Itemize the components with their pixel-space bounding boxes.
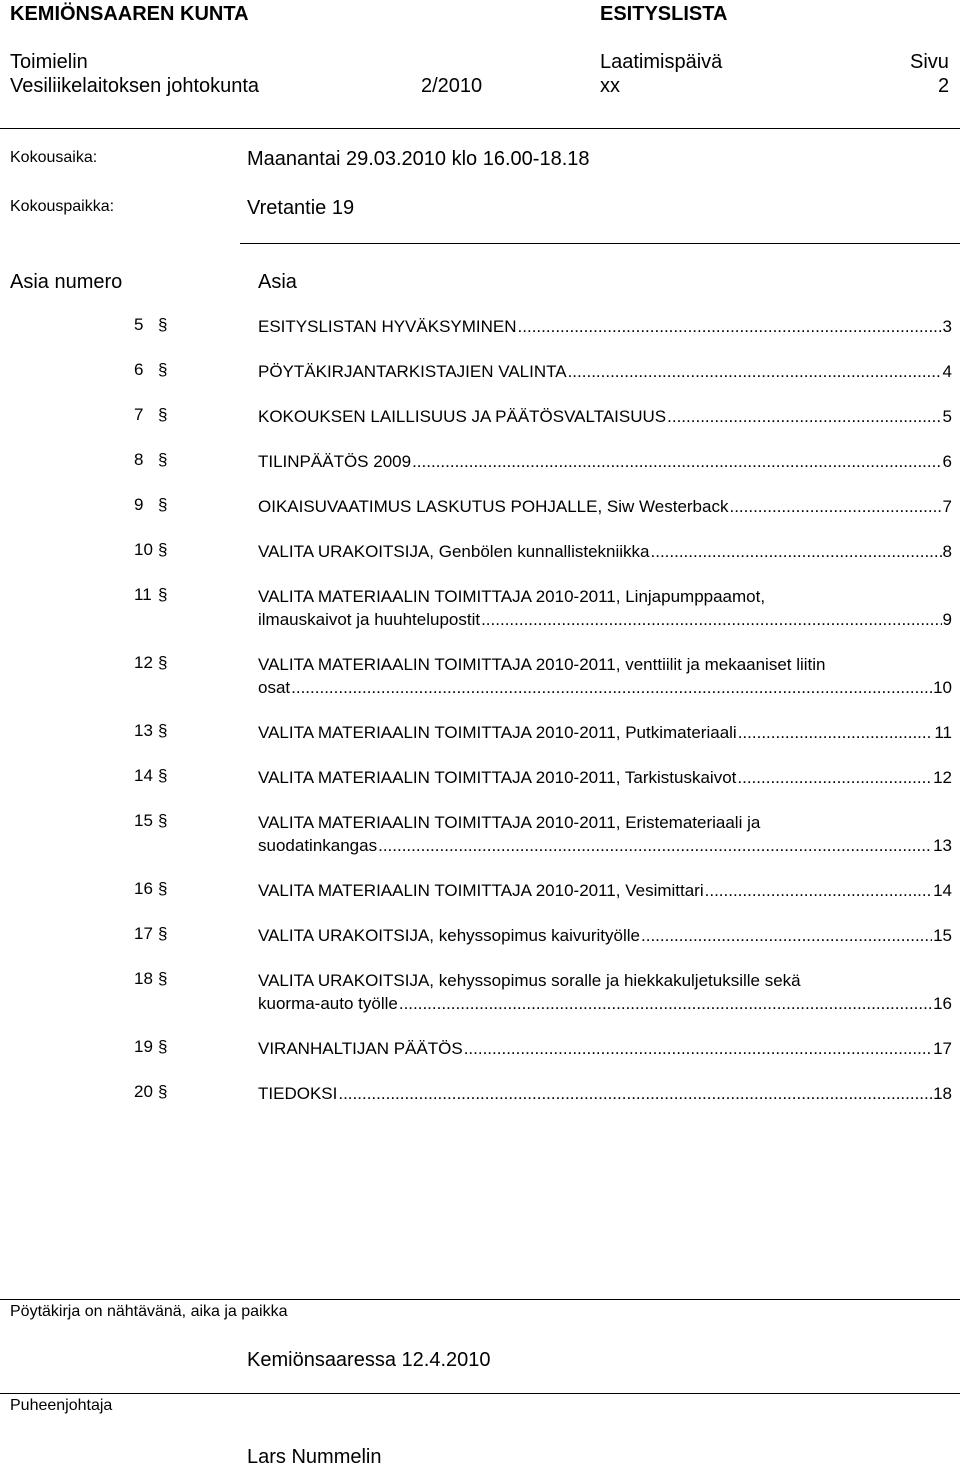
agenda-item-number: 10 [134, 540, 153, 559]
availability-label: Pöytäkirja on nähtävänä, aika ja paikka [10, 1303, 288, 1320]
agenda-item-text: VALITA MATERIAALIN TOIMITTAJA 2010-2011, Tarkistuskaivot [258, 768, 737, 787]
section-mark: § [158, 924, 168, 943]
agenda-item-page: 10 [933, 678, 952, 697]
agenda-item-number: 16 [134, 879, 153, 898]
agenda-item-page: 4 [942, 362, 952, 381]
agenda-item-number: 14 [134, 766, 153, 785]
agenda-item-subject [258, 879, 952, 902]
agenda-item-text: ESITYSLISTAN HYVÄKSYMINEN [258, 317, 517, 336]
agenda-item-subject [258, 1037, 952, 1060]
dot-leader [412, 450, 941, 473]
agenda-item-subject [258, 811, 952, 857]
agenda-item-text: VALITA MATERIAALIN TOIMITTAJA 2010-2011, Linjapumppaamot, [258, 587, 766, 606]
agenda-item-text: osat [258, 678, 291, 697]
section-mark: § [158, 585, 168, 604]
agenda-item-number: 6 [134, 360, 144, 379]
dot-leader [737, 766, 932, 789]
agenda-item-subject [258, 495, 952, 518]
agenda-item-subject [258, 585, 952, 631]
dot-leader [641, 924, 932, 947]
column-header-subject: Asia [258, 271, 297, 293]
dot-leader [667, 405, 941, 428]
agenda-item-text: PÖYTÄKIRJANTARKISTAJIEN VALINTA [258, 362, 567, 381]
agenda-item-number: 8 [134, 450, 144, 469]
agenda-item-subject [258, 721, 952, 744]
agenda-item-page: 12 [933, 768, 952, 787]
agenda-item-subject [258, 1082, 952, 1105]
agenda-item-text: TIEDOKSI [258, 1084, 338, 1103]
agenda-item-number: 12 [134, 653, 153, 672]
footer-divider [0, 1299, 960, 1300]
meeting-time-value: Maanantai 29.03.2010 klo 16.00-18.18 [247, 148, 590, 170]
agenda-item-number: 9 [134, 495, 144, 514]
section-mark: § [158, 540, 168, 559]
availability-value: Kemiönsaaressa 12.4.2010 [247, 1349, 491, 1371]
meeting-number: 2/2010 [421, 75, 483, 97]
agenda-item-number: 19 [134, 1037, 153, 1056]
agenda-item-page: 8 [942, 542, 952, 561]
agenda-item-number: 11 [134, 585, 152, 604]
agenda-item-subject [258, 766, 952, 789]
chair-name: Lars Nummelin [247, 1446, 382, 1468]
dot-leader [651, 540, 942, 563]
dot-leader [399, 992, 932, 1015]
agenda-item-subject [258, 405, 952, 428]
agenda-item-text: VALITA MATERIAALIN TOIMITTAJA 2010-2011, Putkimateriaali [258, 723, 737, 742]
date-value: xx [600, 75, 620, 97]
dot-leader [705, 879, 932, 902]
agenda-item-page: 16 [933, 994, 952, 1013]
agenda-item-number: 15 [134, 811, 153, 830]
agenda-item-number: 18 [134, 969, 153, 988]
section-mark: § [158, 766, 168, 785]
agenda-item-page: 3 [942, 317, 952, 336]
agenda-item-number: 13 [134, 721, 153, 740]
dot-leader [338, 1082, 932, 1105]
dot-leader [518, 315, 942, 338]
meeting-place-value: Vretantie 19 [247, 197, 355, 219]
dot-leader [738, 721, 934, 744]
agenda-item-page: 13 [933, 836, 952, 855]
page-number: 2 [938, 75, 950, 97]
section-mark: § [158, 653, 168, 672]
meeting-place-label: Kokouspaikka: [10, 198, 115, 215]
agenda-item-text: VALITA MATERIAALIN TOIMITTAJA 2010-2011, venttiilit ja mekaaniset liitin [258, 655, 826, 674]
toimielin-label: Toimielin [10, 51, 88, 73]
column-header-number: Asia numero [10, 271, 123, 293]
agenda-item-subject [258, 969, 952, 1015]
agenda-item-page: 17 [933, 1039, 952, 1058]
agenda-item-page: 7 [942, 497, 952, 516]
section-mark: § [158, 969, 168, 988]
agenda-item-text: VALITA URAKOITSIJA, kehyssopimus soralle ja hiekkakuljetuksille sekä [258, 971, 801, 990]
agenda-item-page: 9 [942, 610, 952, 629]
dot-leader [729, 495, 941, 518]
agenda-item-text: VALITA URAKOITSIJA, Genbölen kunnallistekniikka [258, 542, 650, 561]
agenda-item-page: 14 [933, 881, 952, 900]
agenda-item-page: 11 [934, 723, 952, 742]
agenda-item-number: 20 [134, 1082, 153, 1101]
agenda-item-page: 15 [933, 926, 952, 945]
section-mark: § [158, 811, 168, 830]
section-mark: § [158, 360, 168, 379]
section-mark: § [158, 1082, 168, 1101]
agenda-item-page: 6 [942, 452, 952, 471]
agenda-item-page: 18 [933, 1084, 952, 1103]
section-mark: § [158, 315, 168, 334]
agenda-item-subject [258, 653, 952, 699]
agenda-item-number: 17 [134, 924, 153, 943]
section-mark: § [158, 495, 168, 514]
agenda-item-text: VALITA MATERIAALIN TOIMITTAJA 2010-2011, Vesimittari [258, 881, 704, 900]
toimielin-value: Vesiliikelaitoksen johtokunta [10, 75, 260, 97]
section-mark: § [158, 1037, 168, 1056]
agenda-item-subject [258, 360, 952, 383]
agenda-item-number: 7 [134, 405, 144, 424]
dot-leader [464, 1037, 932, 1060]
agenda-item-text: OIKAISUVAATIMUS LASKUTUS POHJALLE, Siw Westerback [258, 497, 729, 516]
agenda-item-text: suodatinkangas [258, 836, 378, 855]
agenda-item-text: VALITA MATERIAALIN TOIMITTAJA 2010-2011, Eristemateriaali ja [258, 813, 761, 832]
page-label: Sivu [910, 51, 949, 73]
dot-leader [481, 608, 941, 631]
agenda-item-text: KOKOUKSEN LAILLISUUS JA PÄÄTÖSVALTAISUUS [258, 407, 667, 426]
meeting-time-label: Kokousaika: [10, 149, 98, 166]
section-mark: § [158, 405, 168, 424]
agenda-item-text: VIRANHALTIJAN PÄÄTÖS [258, 1039, 463, 1058]
agenda-item-subject [258, 450, 952, 473]
chair-label: Puheenjohtaja [10, 1397, 113, 1414]
agenda-item-text: TILINPÄÄTÖS 2009 [258, 452, 412, 471]
document-type: ESITYSLISTA [600, 3, 728, 25]
header-divider [0, 128, 960, 129]
agenda-item-text: VALITA URAKOITSIJA, kehyssopimus kaivurityölle [258, 926, 640, 945]
signature-divider [0, 1393, 960, 1394]
agenda-item-subject [258, 924, 952, 947]
agenda-item-page: 5 [942, 407, 952, 426]
agenda-item-subject [258, 540, 952, 563]
agenda-item-text: kuorma-auto työlle [258, 994, 398, 1013]
agenda-item-text: ilmauskaivot ja huuhtelupostit [258, 610, 481, 629]
section-mark: § [158, 450, 168, 469]
section-mark: § [158, 721, 168, 740]
agenda-item-number: 5 [134, 315, 144, 334]
agenda-item-subject [258, 315, 952, 338]
section-mark: § [158, 879, 168, 898]
dot-leader [568, 360, 942, 383]
meeting-info-divider [240, 243, 960, 244]
date-label: Laatimispäivä [600, 51, 723, 73]
dot-leader [378, 834, 932, 857]
organization-name: KEMIÖNSAAREN KUNTA [10, 3, 249, 25]
dot-leader [291, 676, 932, 699]
